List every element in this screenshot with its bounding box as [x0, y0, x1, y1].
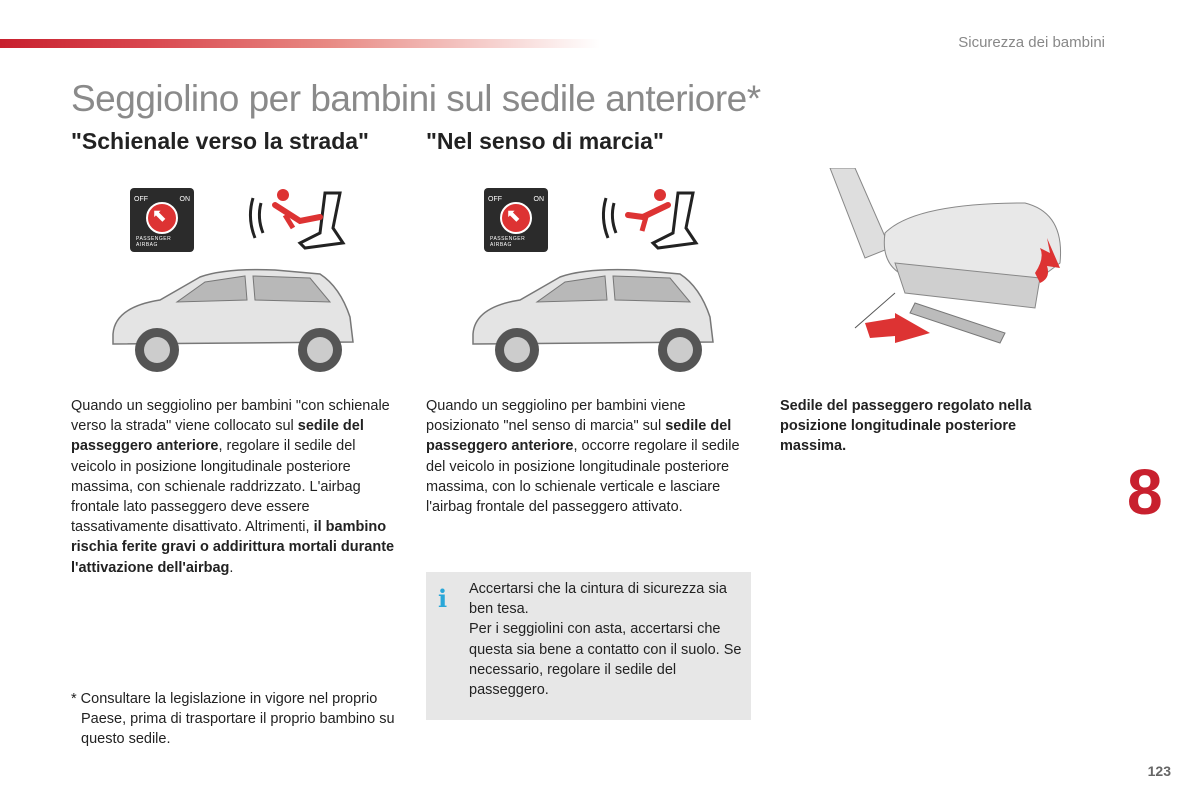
heading-rear-facing: "Schienale verso la strada" — [71, 128, 369, 154]
info-icon: i — [438, 584, 448, 613]
seat-position-caption: Sedile del passeggero regolato nella posizione longitudinale posteriore massima. — [780, 398, 1032, 455]
forward-facing-description: Quando un seggiolino per bambini viene posizionato "nel senso di marcia" sul sedile del passeggero anteriore, occorre regolare il sedile del veicolo in posizione longitudinale posteriore massima, con lo schienale verticale e lasciare l'airbag frontale del passeggero attivato. — [426, 398, 740, 516]
rear-facing-description: Quando un seggiolino per bambini "con schienale verso la strada" viene collocato sul sedile del passeggero anteriore, regolare il sedile del veicolo in posizione longitudinale posteriore massima, con schienale raddrizzato. L'airbag frontale lato passeggero deve essere tassativamente disattivato. Altrimenti, il bambino rischia ferite gravi o addirittura mortali durante l'attivazione dell'airbag. — [71, 398, 395, 576]
footnote: * Consultare la legislazione in vigore nel proprio Paese, prima di trasportare il proprio bambino su questo sedile. — [71, 691, 395, 748]
car-illustration — [465, 262, 720, 377]
rear-facing-seat-icon — [245, 183, 350, 258]
forward-facing-seat-icon — [598, 183, 703, 258]
info-text: Accertarsi che la cintura di sicurezza sia ben tesa. Per i seggiolini con asta, accertarsi che questa sia bene a contatto con il suolo. Se necessario, regolare il sedile del passeggero. — [469, 581, 742, 699]
page-title: Seggiolino per bambini sul sedile anteriore* — [71, 78, 761, 119]
header-accent-bar — [0, 39, 600, 48]
car-illustration — [105, 262, 360, 377]
chapter-number: 8 — [1127, 456, 1163, 528]
airbag-on-badge: OFF ON ⬆ PASSENGER AIRBAG — [484, 188, 548, 252]
section-name: Sicurezza dei bambini — [958, 34, 1105, 51]
info-box — [426, 572, 751, 720]
seat-adjustment-illustration — [825, 168, 1070, 358]
page-number: 123 — [1147, 763, 1171, 779]
airbag-off-badge: OFF ON ⬆ PASSENGER AIRBAG — [130, 188, 194, 252]
heading-forward-facing: "Nel senso di marcia" — [426, 128, 664, 154]
